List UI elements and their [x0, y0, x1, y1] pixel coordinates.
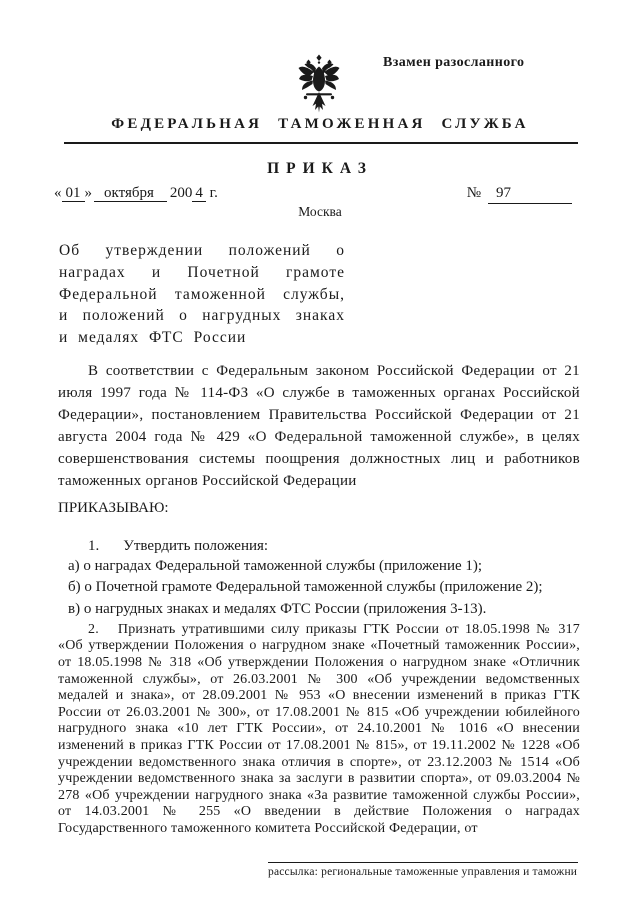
- stamp-note: Взамен разосланного: [383, 55, 525, 70]
- doc-type-title: ПРИКАЗ: [267, 160, 373, 177]
- state-emblem-eagle-icon: [297, 54, 341, 116]
- agency-title: ФЕДЕРАЛЬНАЯ ТАМОЖЕННАЯ СЛУЖБА: [111, 116, 529, 132]
- list-subitem-b: б) о Почетной грамоте Федеральной таможенной службы (приложение 2);: [68, 579, 543, 596]
- list-item-2-number: 2.: [88, 621, 99, 637]
- date-quote-close: »: [84, 185, 92, 201]
- number-value: 97: [496, 185, 511, 201]
- date-line: [54, 185, 218, 202]
- distribution-note: [268, 862, 578, 878]
- date-quote-open: «: [54, 185, 62, 201]
- intro-paragraph: В соответствии с Федеральным законом Российской Федерации от 21 июля 1997 года № 114-ФЗ «О службе в таможенных органах Российской Федерации», постановлением Правительства Российской Федерации от 21 августа 2004 года № 429 «О Федеральной таможенной службе», в целях совершенствования системы поощрения должностных лиц и работников таможенных органов Российской Федерации: [58, 362, 580, 489]
- list-item-1: [58, 538, 580, 555]
- decree-word: ПРИКАЗЫВАЮ:: [58, 499, 169, 516]
- number-underline: [488, 185, 572, 204]
- distribution-note-text: рассылка: региональные таможенные управления и таможни: [268, 866, 578, 878]
- header-rule: [64, 142, 578, 144]
- subject-block: Об утверждении положений о наградах и Почетной грамоте Федеральной таможенной службы, и положений о нагрудных знаках и медалях ФТС России: [59, 242, 345, 347]
- list-item-2-text: Признать утратившими силу приказы ГТК России от 18.05.1998 № 317 «Об утверждении Положения о нагрудном знаке «Почетный таможенник России», от 18.05.1998 № 318 «Об утверждении Положения о нагрудном знаке «Отличник таможенной службы», от 26.03.2001 № 300 «Об учреждении ведомственных медалей и знака», от 28.09.2001 № 953 «О внесении изменений в приказ ГТК России от 26.03.2001 № 300», от 17.08.2001 № 815 «Об учреждении юбилейного нагрудного знака «10 лет ГТК России», от 24.10.2001 № 1016 «О внесении изменений в приказ ГТК России от 17.08.2001 № 815», от 19.11.2002 № 1228 «Об учреждении ведомственного знака отличия в спорте», от 23.12.2003 № 1514 «Об учреждении ведомственного знака за заслуги в развитии спорта», от 09.03.2004 № 278 «Об учреждении нагрудного знака «За развитие таможенной службы России», от 14.03.2001 № 255 «О введении в действие Положения о наградах Государственного таможенного комитета Российской Федерации, от: [58, 621, 580, 836]
- city-label: Москва: [298, 204, 342, 219]
- list-item-2: [58, 622, 580, 838]
- date-era: г.: [209, 185, 218, 201]
- list-item-1-number: 1.: [88, 537, 100, 554]
- list-subitem-a: а) о наградах Федеральной таможенной службы (приложение 1);: [68, 557, 483, 574]
- number-sign: №: [466, 185, 481, 201]
- date-day: 01: [62, 185, 85, 202]
- date-year-head: 200: [169, 185, 193, 201]
- order-number: [467, 185, 572, 204]
- date-month: октября: [94, 185, 167, 202]
- date-number-row: [54, 185, 572, 204]
- list-subitem-c: в) о нагрудных знаках и медалях ФТС России (приложения 3-13).: [68, 600, 487, 617]
- date-year-tail: 4: [192, 185, 206, 202]
- list-item-1-text: Утвердить положения:: [123, 537, 269, 554]
